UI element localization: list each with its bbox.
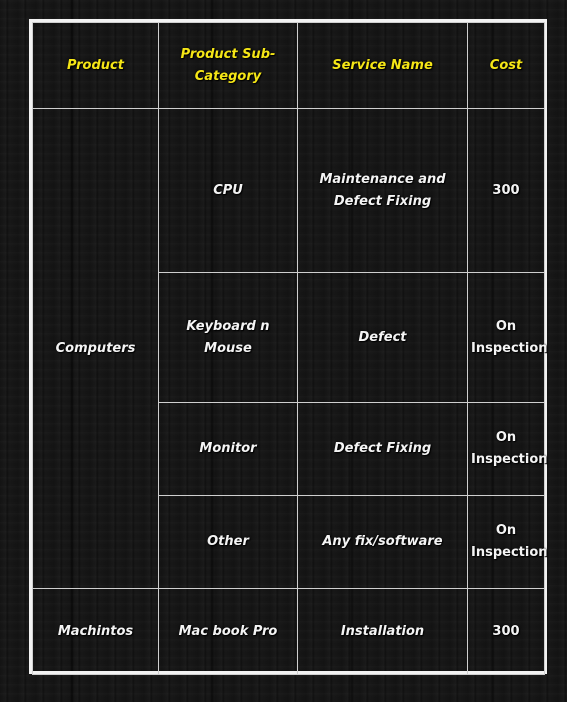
sub-category-cell: Mac book Pro <box>159 589 298 675</box>
sub-category-cell: Keyboard n Mouse <box>159 273 298 403</box>
header-sub-category: Product Sub-Category <box>159 23 298 109</box>
header-cost: Cost <box>468 23 545 109</box>
cost-cell: 300 <box>468 109 545 273</box>
table-row <box>33 109 545 273</box>
sub-category-cell: Monitor <box>159 403 298 496</box>
service-name-cell: Defect <box>298 273 468 403</box>
header-row <box>33 23 545 109</box>
service-price-table <box>32 22 548 675</box>
cost-cell: On Inspection <box>468 403 545 496</box>
service-price-table-frame <box>29 19 547 674</box>
product-cell-computers: Computers <box>33 109 159 589</box>
cost-cell: 300 <box>468 589 545 675</box>
service-name-cell: Maintenance and Defect Fixing <box>298 109 468 273</box>
sub-category-cell: CPU <box>159 109 298 273</box>
service-name-cell: Defect Fixing <box>298 403 468 496</box>
cost-cell: On Inspection <box>468 496 545 589</box>
table-row <box>33 589 545 675</box>
service-name-cell: Installation <box>298 589 468 675</box>
cost-cell: On Inspection <box>468 273 545 403</box>
sub-category-cell: Other <box>159 496 298 589</box>
header-product: Product <box>33 23 159 109</box>
service-name-cell: Any fix/software <box>298 496 468 589</box>
header-service-name: Service Name <box>298 23 468 109</box>
product-cell-machintos: Machintos <box>33 589 159 675</box>
